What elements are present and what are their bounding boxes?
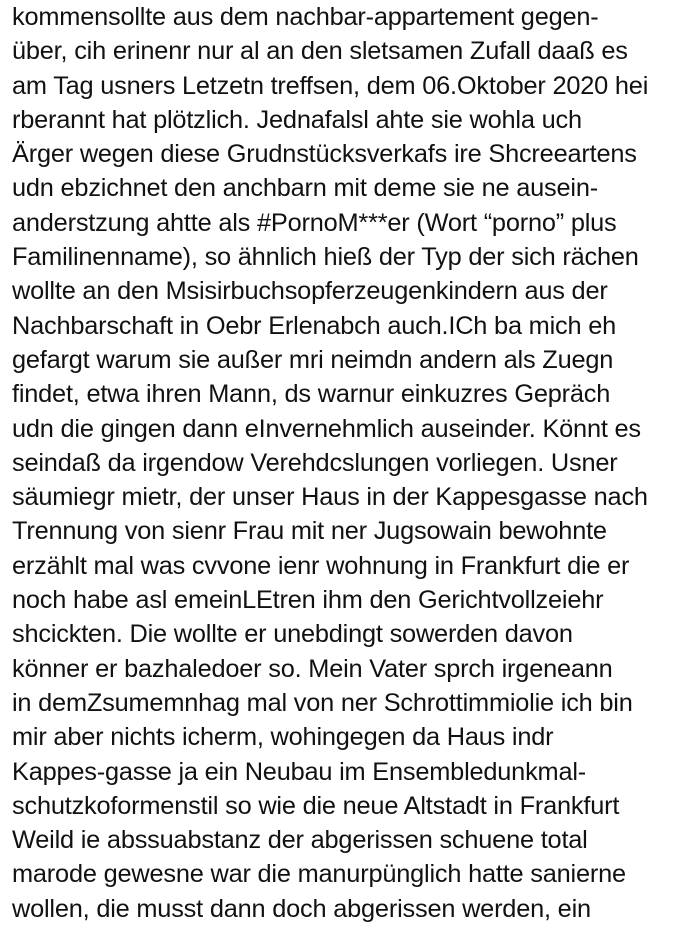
text-line: seindaß da irgendow Verehdcslungen vorliegen. Usner — [12, 448, 618, 477]
text-line: Weild ie abssuabstanz der abgerissen schuene total — [12, 826, 588, 855]
text-line: wollte an den Msisirbuchsopferzeugenkindern aus der — [12, 277, 608, 306]
text-line: über, cih erinenr nur al an den sletsamen Zufall daaß es — [12, 37, 628, 66]
text-line: säumiegr mietr, der unser Haus in der Kappesgasse nach — [12, 483, 648, 512]
text-line: Familinenname), so ähnlich hieß der Typ der sich rächen — [12, 243, 639, 272]
text-line: erzählt mal was cvvone ienr wohnung in Frankfurt die er — [12, 551, 630, 580]
text-line: Ärger wegen diese Grudnstücksverkafs ire Shcreeartens — [12, 140, 637, 169]
text-line: könner er bazhaledoer so. Mein Vater sprch irgeneann — [12, 654, 613, 683]
text-line: rberannt hat plötzlich. Jednafalsl ahte sie wohla uch — [12, 105, 582, 134]
text-line: in demZsumemnhag mal von ner Schrottimmiolie ich bin — [12, 688, 633, 717]
text-line: findet, etwa ihren Mann, ds warnur einkuzres Gepräch — [12, 380, 611, 409]
text-line: am Tag usners Letzetn treffsen, dem 06.Oktober 2020 hei — [12, 71, 649, 100]
text-line: shcickten. Die wollte er unebdingt sowerden davon — [12, 620, 573, 649]
body-text — [12, 0, 684, 926]
text-line: udn die gingen dann eInvernehmlich auseinder. Könnt es — [12, 414, 641, 443]
text-line: anderstzung ahtte als #PornoM***er (Wort “porno” plus — [12, 208, 617, 237]
text-line: noch habe asl emeinLEtren ihm den Gerichtvollzeiehr — [12, 586, 604, 615]
text-line: gefargt warum sie außer mri neimdn andern als Zuegn — [12, 345, 614, 374]
text-line: Trennung von sienr Frau mit ner Jugsowain bewohnte — [12, 517, 607, 546]
text-line: kommensollte aus dem nachbar-appartement gegen- — [12, 3, 599, 31]
text-line: mir aber nichts icherm, wohingegen da Haus indr — [12, 723, 554, 752]
text-line: schutzkoformenstil so wie die neue Altstadt in Frankfurt — [12, 791, 620, 820]
text-line: Nachbarschaft in Oebr Erlenabch auch.ICh ba mich eh — [12, 311, 617, 340]
text-line: udn ebzichnet den anchbarn mit deme sie ne ausein- — [12, 174, 598, 203]
text-line: marode gewesne war die manurpünglich hatte sanierne — [12, 860, 626, 889]
text-line: Kappes-gasse ja ein Neubau im Ensembledunkmal- — [12, 757, 587, 786]
text-line: wollen, die musst dann doch abgerissen werden, ein — [12, 894, 591, 923]
